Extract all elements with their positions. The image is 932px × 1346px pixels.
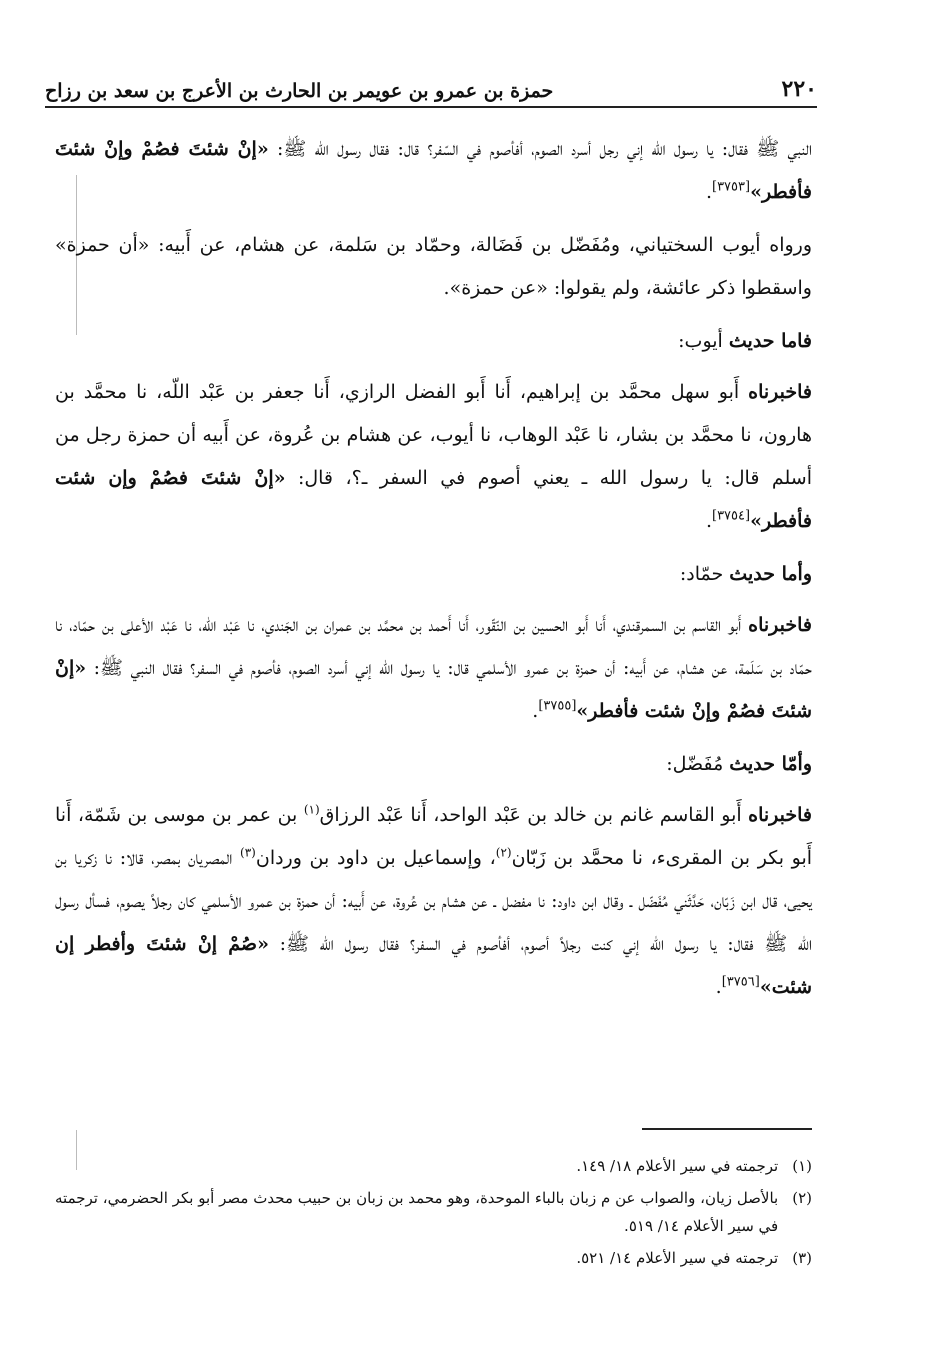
hadith-quote: «إنْ شئتَ فصُمْ وإنْ شئت فأفطر» — [55, 657, 812, 722]
heading-rest: حمّاد: — [679, 563, 730, 585]
paragraph-text: بن عمر بن موسى بن شَمّة، أَنا أَبو بكر بن المقرىء، نا محمَّد بن زَبّان — [55, 804, 813, 869]
punctuation: . — [715, 976, 722, 998]
paragraph-text: أَبو القاسم غانم بن خالد بن عَبْد الواحد، أَنا عَبْد الرزاق — [319, 804, 749, 826]
punctuation: . — [532, 700, 539, 722]
hadith-quote: «إنْ شئتَ فصُمْ وإن شئت فأفطر» — [55, 467, 812, 532]
heading-rest: أيوب: — [678, 330, 729, 352]
footnote-text: بالأصل زيان، والصواب عن م زبان بالباء الموحدة، وهو محمد بن زبان بن حبيب محدث مصر أبو بكر الحضرمي، ترجمته في سير الأعلام ١٤/ ٥١٩. — [55, 1189, 779, 1235]
heading-lead: وأما حديث — [729, 563, 812, 585]
paragraph-text: أَبو سهل محمَّد بن إبراهيم، أَنا أَبو الفضل الرازي، أَنا جعفر بن عَبْد اللّه، نا محمَّد بن هارون، نا محمَّد بن بشار، نا عَبْد الوهاب، نا أيوب، عن هشام بن عُروة، عن أَبيه أن حمزة رجل من أسلم قال: يا رسول الله ـ يعني أصوم في السفر ـ؟، قال: — [55, 381, 812, 489]
section-heading — [55, 743, 812, 786]
paragraph-lead: فاخبرناه — [748, 381, 812, 403]
hadith-quote: «إنْ شئتَ فصُمْ وإنْ شئتَ فأفطر» — [55, 138, 812, 203]
footnote-text: ترجمته في سير الأعلام ١٨/ ١٤٩. — [576, 1157, 779, 1175]
hadith-number: [٣٧٥٤] — [712, 508, 751, 524]
page-number: ٢٢٠ — [781, 76, 817, 102]
hadith-number: [٣٧٥٦] — [721, 974, 760, 990]
footnote — [55, 1152, 812, 1180]
footnote — [55, 1244, 812, 1272]
footnote-number: (٢) — [792, 1189, 812, 1207]
footnote-marker: (١) — [303, 802, 320, 817]
heading-rest: مُفَضّل: — [666, 753, 730, 775]
hadith-quote: «صُمْ إنْ شئتَ وأفطر إن شئت» — [55, 933, 812, 998]
footnote-number: (١) — [792, 1157, 812, 1175]
paragraph — [55, 371, 812, 543]
paragraph-text: ، وإسماعيل بن داود بن وردان — [255, 847, 496, 869]
paragraph-text: ورواه أيوب السختياني، ومُفَضّل بن فَضَالة، وحمّاد بن سَلمة، عن هشام، عن أَبيه: «أن حمزة» واسقطوا ذكر عائشة، ولم يقولوا: «عن حمزة». — [55, 234, 812, 299]
page-header — [45, 62, 817, 108]
section-heading — [55, 320, 812, 363]
main-text — [55, 128, 812, 1019]
paragraph — [55, 604, 812, 733]
punctuation: . — [705, 510, 712, 532]
paragraph-text: النبي ﷺ فقال: يا رسول الله إني رجل أسرد الصوم، أفأصوم في السّفر؟ قال: فقال رسول الله ﷺ: — [268, 138, 812, 160]
hadith-number: [٣٧٥٥] — [538, 698, 577, 714]
paragraph-lead: فاخبرناه — [748, 614, 812, 636]
footnote-divider — [642, 1128, 812, 1130]
paragraph-text: أَبو القاسم بن السمرقندي، أَنا أَبو الحسين بن النّقّور، أَنا أَحمد بن محمَّد بن عمران بن الجَندي، نا عَبْد اللّه، نا عَبْد الأعلى بن حمّاد، نا حمّاد بن سَلَمة، عن هشام، عن أَبيه: أن حمزة بن عمرو الأسلمي قال: يا رسول الله إني أسرد الصوم، فأصوم في السفر؟ فقال النبي ﷺ: — [55, 614, 812, 679]
paragraph — [55, 794, 812, 1009]
heading-lead: فاما حديث — [728, 330, 812, 352]
footnote-marker: (٢) — [495, 845, 512, 860]
punctuation: . — [705, 181, 712, 203]
running-title: حمزة بن عمرو بن عويمر بن الحارث بن الأعرج بن سعد بن رزاح — [45, 80, 554, 102]
footnote-number: (٣) — [792, 1249, 812, 1267]
paragraph — [55, 224, 812, 310]
paragraph-text: المصريان بمصر، قالا: نا زكريا بن يحيى، قال ابن زَبّان، حَدَّثَني مُفَضّل ـ وقال ابن داود: نا مفضل ـ عن هشام بن عُروة، عن أَبيه: أن حمزة بن عمرو الأسلمي كان رجلاً يصوم، فسأل رسول الله ﷺ فقال: يا رسول الله إني كنت رجلاً أصوم، أفأصوم في السفر؟ فقال رسول الله ﷺ: — [55, 847, 812, 955]
footnotes — [55, 1152, 812, 1276]
footnote-marker: (٣) — [240, 845, 256, 860]
footnote — [55, 1184, 812, 1240]
paragraph — [55, 128, 812, 214]
footnote-text: ترجمته في سير الأعلام ١٤/ ٥٢١. — [576, 1249, 779, 1267]
section-heading — [55, 553, 812, 596]
heading-lead: وأمّا حديث — [729, 753, 812, 775]
paragraph-lead: فاخبرناه — [748, 804, 812, 826]
hadith-number: [٣٧٥٣] — [712, 179, 751, 195]
